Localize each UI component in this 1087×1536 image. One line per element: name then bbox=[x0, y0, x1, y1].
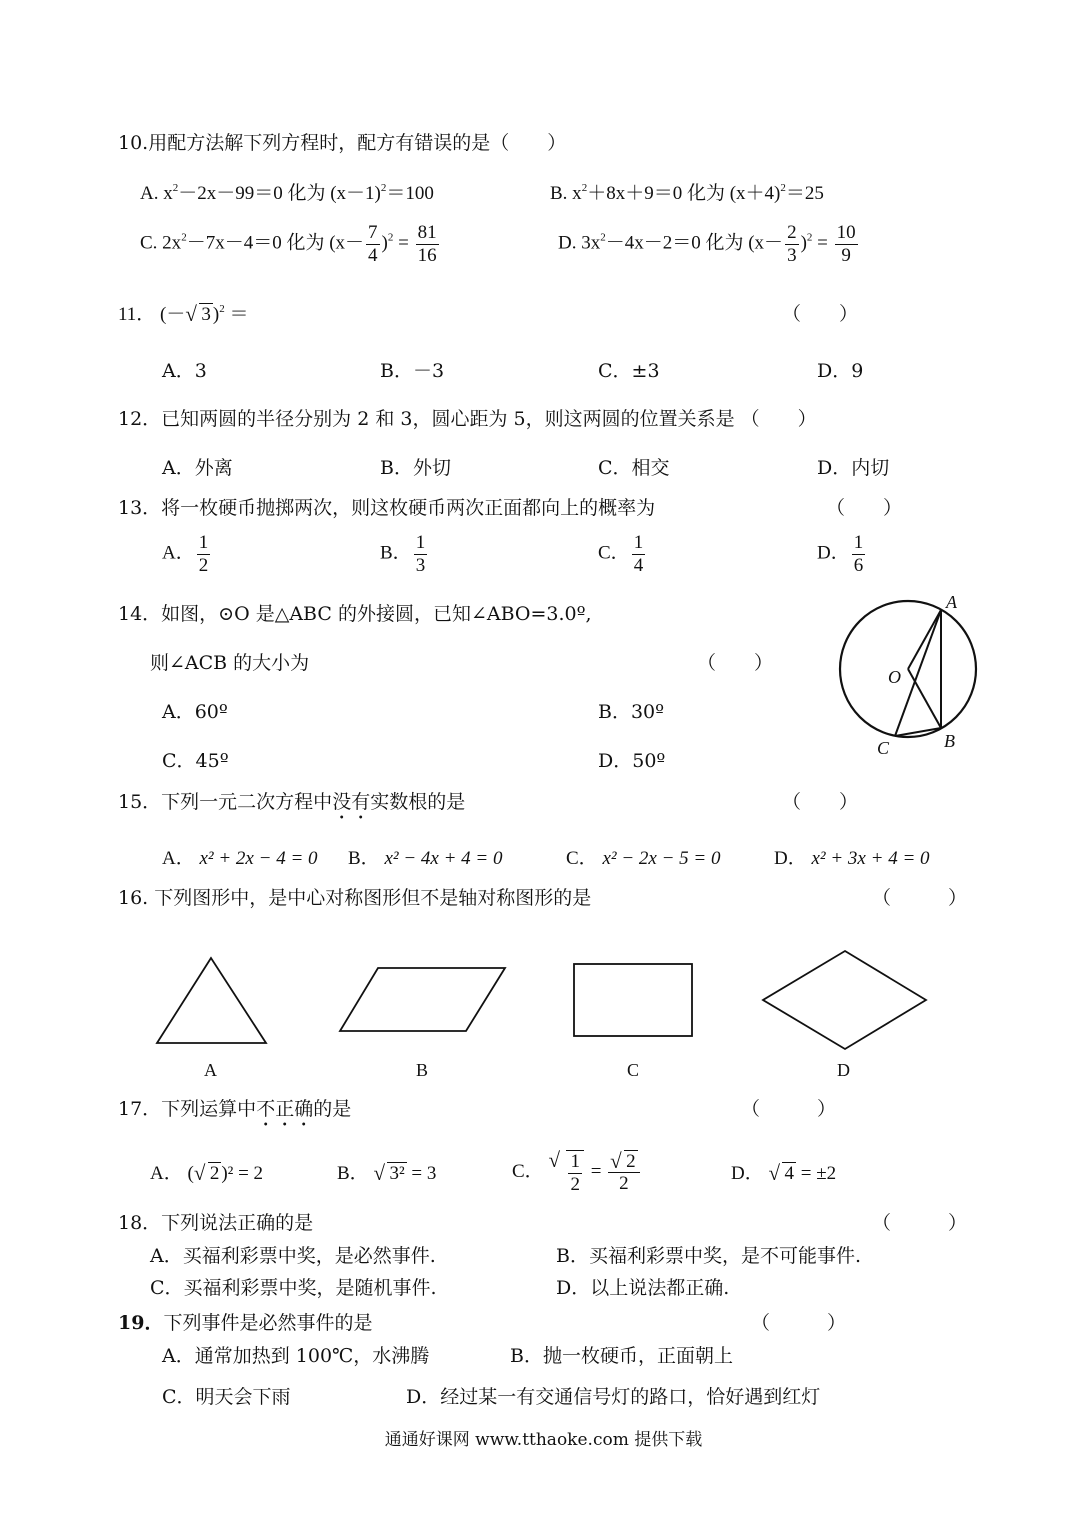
q12-option-d: D．内切 bbox=[817, 457, 890, 479]
q14-line2: 则∠ACB 的大小为 bbox=[150, 652, 310, 674]
q15-option-c: C． x² − 2x − 5 = 0 bbox=[566, 848, 721, 869]
q10-option-c: C. $2x^2-7x-4=0$ 化为 (x－ $\frac{7}{4}$ )$^2$ = $\frac{81}{16}$ bbox=[140, 222, 437, 266]
rhombus-shape bbox=[763, 951, 926, 1049]
q17-stem: 17．下列运算中不正确的是 bbox=[118, 1098, 352, 1120]
q13-option-a: A． $\frac{1}{2}$ bbox=[162, 532, 209, 576]
q11-option-d: D．9 bbox=[817, 360, 864, 382]
q13-option-c: C． $\frac{1}{4}$ bbox=[598, 532, 644, 576]
q19-option-d: D．经过某一有交通信号灯的路口，恰好遇到红灯 bbox=[406, 1386, 821, 1408]
q19-stem: 19．下列事件是必然事件的是 bbox=[118, 1312, 373, 1334]
q10-option-d: D. $3x^2-4x-2=0$ 化为 (x－ $\frac{2}{3}$ )$^2$ = $\frac{10}{9}$ bbox=[558, 222, 856, 266]
q15-answer-paren: （ ） bbox=[782, 791, 859, 813]
q14-fig-label-a: A bbox=[946, 592, 957, 612]
q14-fig-label-o: O bbox=[888, 667, 901, 687]
q17-answer-paren: （ ） bbox=[741, 1098, 837, 1120]
q18-answer-paren: （ ） bbox=[872, 1212, 968, 1234]
q17-option-c: C． √ $\frac{1}{2}$ = √ $\frac{2}{2}$ bbox=[512, 1150, 642, 1196]
q11-answer-paren: （ ） bbox=[782, 303, 859, 325]
q16-label-a: A bbox=[204, 1060, 217, 1080]
q18-option-d: D．以上说法都正确. bbox=[556, 1277, 730, 1299]
q13-option-d: D． $\frac{1}{6}$ bbox=[817, 532, 864, 576]
q12-option-a: A．外离 bbox=[162, 457, 233, 479]
page-footer: 通通好课网 www.tthaoke.com 提供下载 bbox=[384, 1430, 703, 1450]
q18-option-a: A．买福利彩票中奖，是必然事件. bbox=[150, 1245, 436, 1267]
q15-option-d: D． x² + 3x + 4 = 0 bbox=[774, 848, 930, 869]
q13-answer-paren: （ ） bbox=[826, 497, 903, 519]
q12-option-c: C．相交 bbox=[598, 457, 670, 479]
q14-fig-label-b: B bbox=[944, 731, 955, 751]
q19-option-c: C．明天会下雨 bbox=[162, 1386, 291, 1408]
q17-option-d: D． √ 4 = ±2 bbox=[731, 1163, 836, 1186]
q13-option-b: B． $\frac{1}{3}$ bbox=[380, 532, 426, 576]
q12-stem: 12．已知两圆的半径分别为 2 和 3，圆心距为 5，则这两圆的位置关系是 （ ） bbox=[118, 408, 817, 430]
q17-option-b: B． √ 3² = 3 bbox=[337, 1163, 436, 1186]
q12-option-b: B．外切 bbox=[380, 457, 451, 479]
q16-stem: 16. 下列图形中，是中心对称图形但不是轴对称图形的是 bbox=[118, 887, 592, 909]
q14-stem: 14．如图，⊙O 是△ABC 的外接圆，已知∠ABO=3.0º, bbox=[118, 603, 592, 625]
q16-answer-paren: （ ） bbox=[872, 887, 968, 909]
q14-fig-label-c: C bbox=[877, 738, 890, 758]
q10-option-b: B. $x^2+8x+9=0$ 化为 $(x+4)^2=25$ bbox=[550, 182, 824, 204]
q13-stem: 13．将一枚硬币抛掷两次，则这枚硬币两次正面都向上的概率为 bbox=[118, 497, 656, 519]
q11-option-c: C．±3 bbox=[598, 360, 660, 382]
q16-label-b: B bbox=[416, 1060, 429, 1080]
q19-option-b: B．抛一枚硬币，正面朝上 bbox=[510, 1345, 733, 1367]
q11-option-b: B．－3 bbox=[380, 360, 445, 382]
q17-option-a: A． (√ 2 )² = 2 bbox=[150, 1163, 263, 1186]
q15-option-b: B． x² − 4x + 4 = 0 bbox=[348, 848, 503, 869]
q14-option-a: A．60º bbox=[162, 701, 228, 723]
q10-stem: 10.用配方法解下列方程时，配方有错误的是（ ） bbox=[118, 132, 567, 154]
q11-stem: 11． (－√ 3 )$^2$ ＝ bbox=[118, 303, 248, 327]
q14-option-b: B．30º bbox=[598, 701, 665, 723]
q15-stem: 15．下列一元二次方程中没有实数根的是 bbox=[118, 791, 466, 813]
q15-option-a: A． x² + 2x − 4 = 0 bbox=[162, 848, 318, 869]
q14-answer-paren: （ ） bbox=[697, 652, 774, 674]
q16-label-d: D bbox=[837, 1060, 850, 1080]
q14-option-c: C．45º bbox=[162, 750, 229, 772]
q18-option-b: B．买福利彩票中奖，是不可能事件. bbox=[556, 1245, 862, 1267]
q10-option-a: A. $x^2-2x-99=0$ 化为 $(x-1)^2=100$ bbox=[140, 182, 434, 204]
rectangle-shape bbox=[574, 964, 692, 1036]
q19-answer-paren: （ ） bbox=[751, 1312, 847, 1334]
q18-option-c: C．买福利彩票中奖，是随机事件. bbox=[150, 1277, 437, 1299]
q11-option-a: A．3 bbox=[162, 360, 207, 382]
triangle-shape bbox=[157, 958, 266, 1043]
q19-option-a: A．通常加热到 100℃，水沸腾 bbox=[162, 1345, 430, 1367]
q14-option-d: D．50º bbox=[598, 750, 666, 772]
q18-stem: 18．下列说法正确的是 bbox=[118, 1212, 314, 1234]
parallelogram-shape bbox=[340, 968, 505, 1031]
q16-label-c: C bbox=[627, 1060, 640, 1080]
